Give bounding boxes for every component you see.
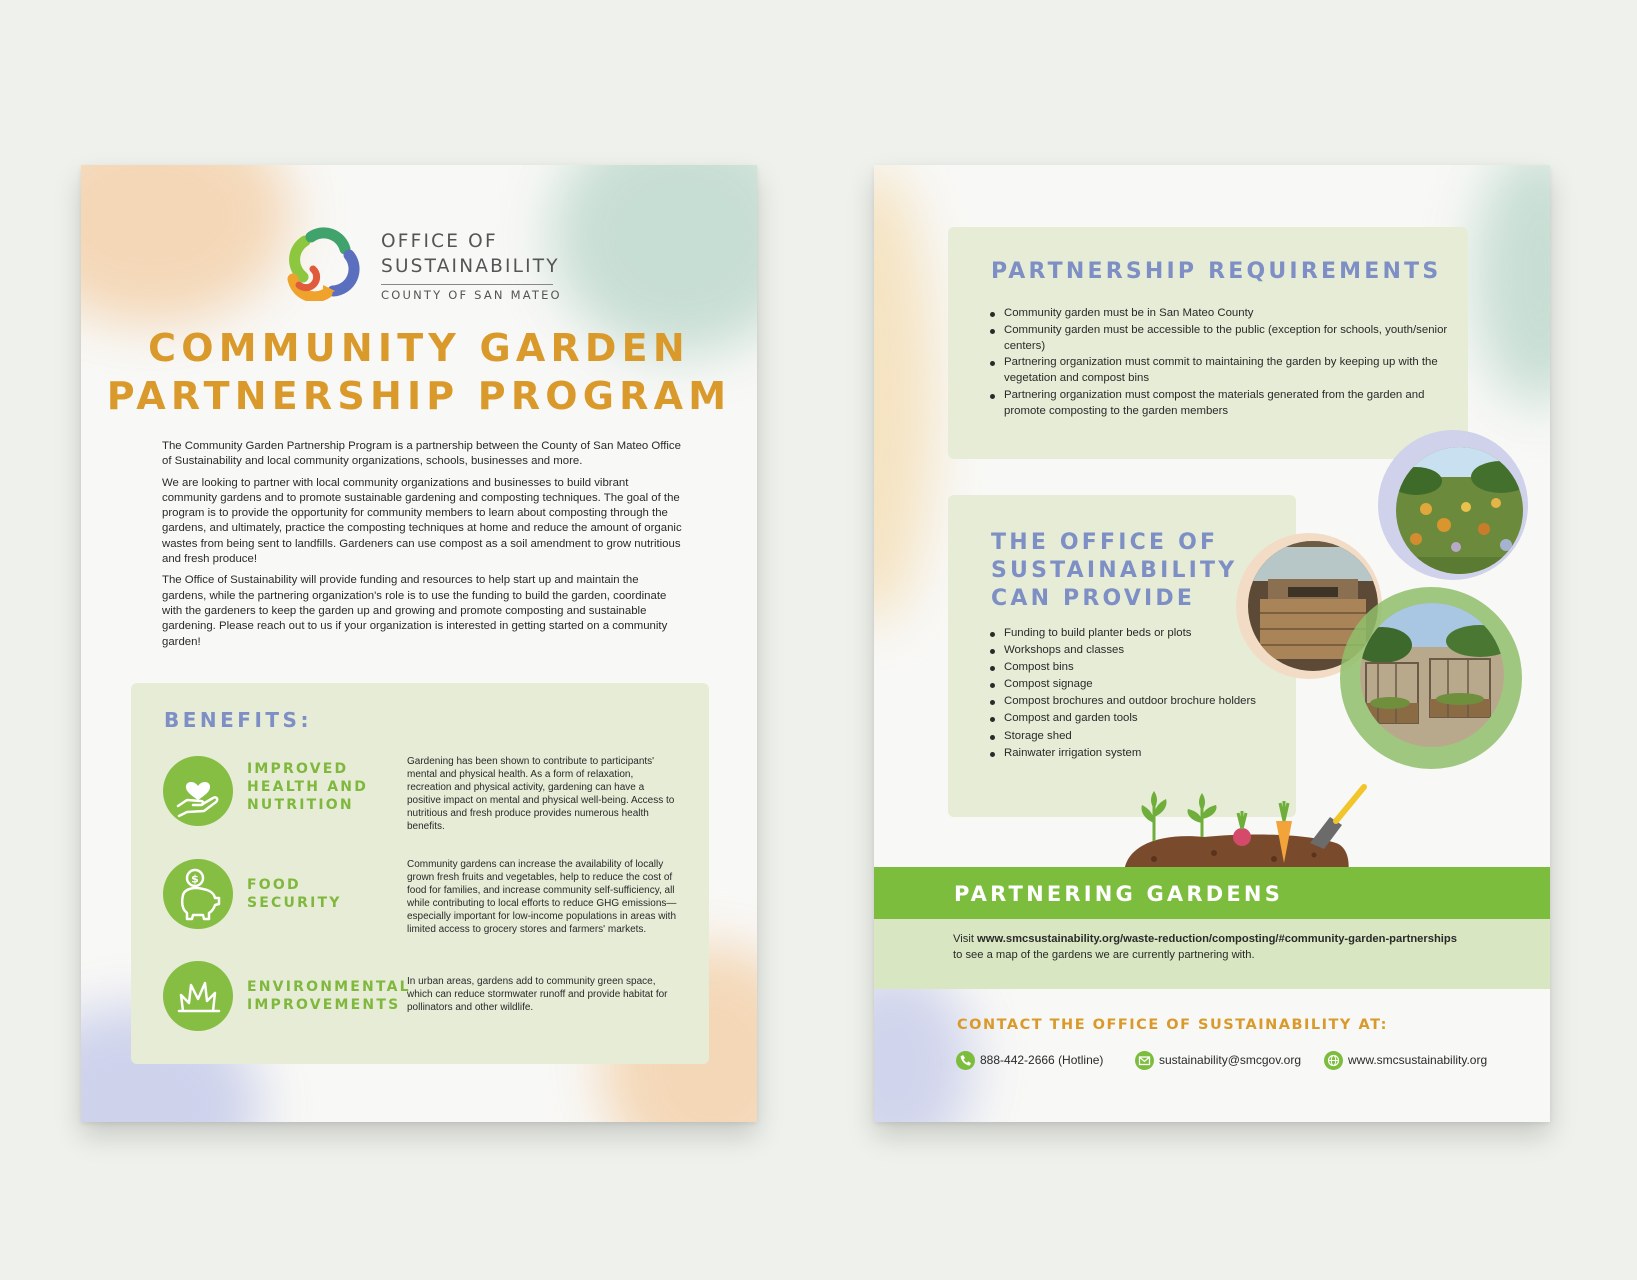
requirements-list <box>988 306 1458 421</box>
partnering-gardens-text <box>953 932 1513 964</box>
garden-vegetables-illustration <box>1124 763 1374 873</box>
list-item: Community garden must be accessible to the public (exception for schools, youth/senior centers) <box>988 323 1458 355</box>
logo-text-county: COUNTY OF SAN MATEO <box>381 288 562 302</box>
partnering-gardens-heading: PARTNERING GARDENS <box>954 882 1284 906</box>
watercolor-accent <box>81 165 291 325</box>
visit-label: Visit <box>953 933 974 945</box>
provide-heading-line: SUSTAINABILITY <box>991 558 1238 583</box>
logo-divider <box>381 284 553 285</box>
partnering-gardens-banner <box>874 867 1550 919</box>
provide-heading <box>991 529 1237 613</box>
benefit-description: In urban areas, gardens add to community green space, which can reduce stormwater runoff and provide habitat for pollinators and other wildlife. <box>407 976 668 1013</box>
raised-beds-photo <box>1360 603 1504 747</box>
heart-hand-icon <box>163 756 233 826</box>
list-item: Compost brochures and outdoor brochure holders <box>988 694 1288 710</box>
partnering-gardens-info <box>874 919 1550 989</box>
list-item: Rainwater irrigation system <box>988 746 1288 762</box>
requirements-heading: PARTNERSHIP REQUIREMENTS <box>991 259 1442 284</box>
benefit-title: ENVIRONMENTAL IMPROVEMENTS <box>247 979 411 1013</box>
list-item: Community garden must be in San Mateo County <box>988 306 1458 322</box>
logo-text-sustainability: SUSTAINABILITY <box>381 256 560 277</box>
list-item: Workshops and classes <box>988 643 1288 659</box>
page-title-line-1: COMMUNITY GARDEN <box>148 326 690 370</box>
list-item: Compost bins <box>988 660 1288 676</box>
flyer-back-page <box>874 165 1550 1122</box>
page-title-line-2: PARTNERSHIP PROGRAM <box>106 374 732 418</box>
garden-flowers-photo <box>1396 447 1523 574</box>
partnering-gardens-description: to see a map of the gardens we are currently partnering with. <box>953 948 1255 961</box>
benefits-panel <box>131 683 709 1064</box>
flyer-front-page <box>81 165 757 1122</box>
svg-text:$: $ <box>191 872 199 886</box>
piggy-bank-icon <box>163 859 233 929</box>
grass-icon <box>163 961 233 1031</box>
list-item: Compost signage <box>988 677 1288 693</box>
benefit-title: FOOD SECURITY <box>247 877 342 911</box>
phone-number: 888-442-2666 (Hotline) <box>980 1053 1104 1067</box>
email-icon <box>1135 1051 1154 1070</box>
intro-paragraph: The Community Garden Partnership Program is a partnership between the County of San Mateo Office of Sustainability and local community organizations, schools, businesses and more. <box>162 440 681 468</box>
list-item: Partnering organization must compost the materials generated from the garden and promote composting to the garden members <box>988 388 1458 420</box>
partnership-requirements-panel <box>948 227 1468 459</box>
phone-icon <box>956 1051 975 1070</box>
provide-heading-line: CAN PROVIDE <box>991 586 1196 611</box>
logo-text-office-of: OFFICE OF <box>381 231 498 252</box>
intro-text <box>162 439 684 656</box>
list-item: Storage shed <box>988 729 1288 745</box>
list-item: Funding to build planter beds or plots <box>988 626 1288 642</box>
provide-list <box>988 626 1288 763</box>
office-of-sustainability-logo <box>283 225 563 300</box>
watercolor-accent <box>1474 165 1550 405</box>
benefit-title: IMPROVED HEALTH AND NUTRITION <box>247 761 369 813</box>
benefit-description: Community gardens can increase the availability of locally grown fresh fruits and vegetables, help to reduce the cost of food for families, and increase community self-sufficiency, all while contributing to local efforts to reduce GHG emissions—especially important for low-income populations in areas with limited access to grocery stores and farmers' markets. <box>407 859 677 935</box>
intro-paragraph: The Office of Sustainability will provide funding and resources to help start up and maintain the gardens, while the partnering organization's role is to use the funding to build the garden, coordinate with the gardeners to keep the garden up and growing and promote composting and sustainable gardening. Please reach out to us if your organization is interested in getting started on a community garden! <box>162 574 668 648</box>
email-address: sustainability@smcgov.org <box>1159 1053 1302 1067</box>
list-item: Partnering organization must commit to maintaining the garden by keeping up with the vegetation and compost bins <box>988 355 1458 387</box>
partnering-gardens-link[interactable]: www.smcsustainability.org/waste-reduction/composting/#community-garden-partnerships <box>977 933 1457 945</box>
recycle-arrows-logo-icon <box>283 225 369 301</box>
globe-icon <box>1324 1051 1343 1070</box>
benefits-heading: BENEFITS: <box>164 708 312 732</box>
list-item: Compost and garden tools <box>988 711 1288 727</box>
intro-paragraph: We are looking to partner with local community organizations and businesses to build vibrant community gardens and to promote sustainable gardening and composting techniques. The goal of the program is to provide the opportunity for community members to learn about composting through the gardens, and ultimately, practice the composting techniques at home and reduce the amount of organic wastes from being sent to landfills. Gardeners can use compost as a soil amendment to grow nutritious and fresh produce! <box>162 476 682 566</box>
contact-heading: CONTACT THE OFFICE OF SUSTAINABILITY AT: <box>957 1017 1388 1033</box>
benefit-description: Gardening has been shown to contribute to participants' mental and physical health. As a form of relaxation, recreation and physical activity, gardening can have a positive impact on mental and physical well-being. Access to nutritious and fresh produce provides numerous health benefits. <box>407 756 675 832</box>
website-url: www.smcsustainability.org <box>1348 1053 1488 1067</box>
watercolor-accent <box>874 165 934 625</box>
provide-heading-line: THE OFFICE OF <box>991 530 1219 555</box>
